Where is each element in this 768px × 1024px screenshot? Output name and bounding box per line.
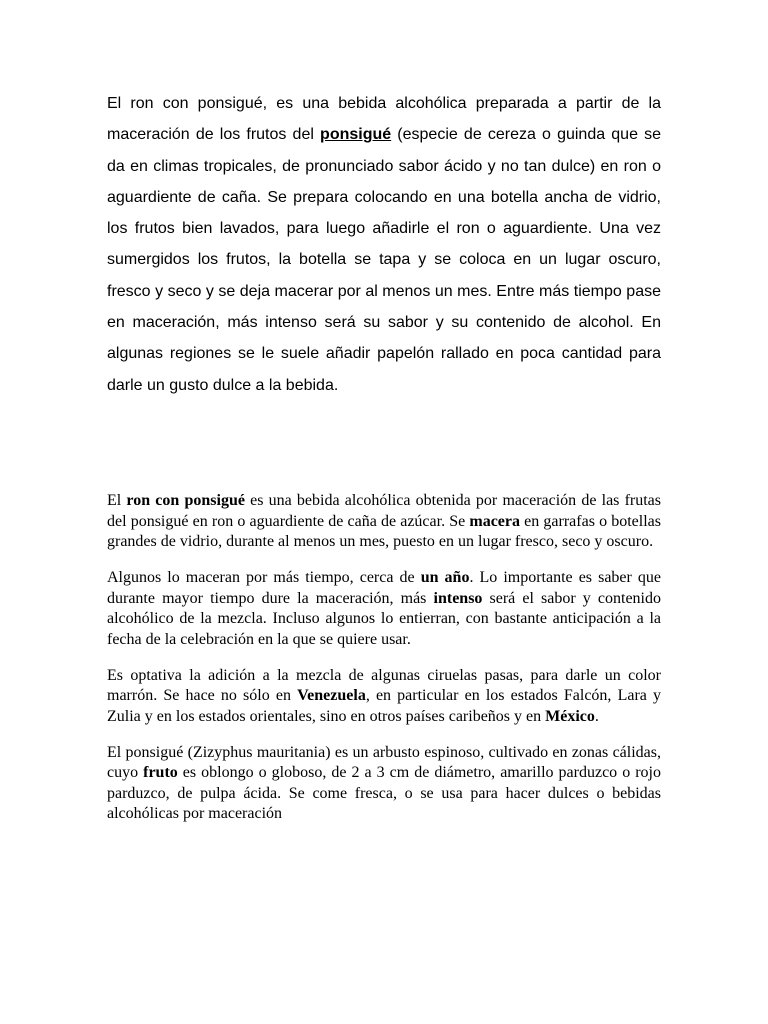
- bold-term: Venezuela: [297, 687, 366, 704]
- serif-paragraph-1: [107, 491, 661, 553]
- serif-text: es oblongo o globoso, de 2 a 3 cm de diámetro, amarillo parduzco o rojo parduzco, de pulpa ácida. Se come fresca, o se usa para hacer dulces o bebidas alcohólicas por maceración: [107, 764, 661, 822]
- serif-text: en garrafas o botellas grandes de vidrio, durante al menos un mes, puesto en un lugar fresco, seco y oscuro.: [107, 512, 661, 550]
- serif-paragraph-2: [107, 568, 661, 650]
- serif-text: El: [107, 492, 127, 509]
- serif-text: . Lo importante es saber que durante mayor tiempo dure la maceración, más: [107, 569, 662, 607]
- sans-text-section: [107, 88, 661, 401]
- bold-term: México: [545, 707, 595, 725]
- serif-text: El ponsigué (Zizyphus mauritania) es un arbusto espinoso, cultivado en zonas cálidas, cuyo: [107, 743, 661, 781]
- serif-text: es una bebida alcohólica obtenida por maceración de las frutas del ponsigué en ron o aguardiente de caña de azúcar. Se: [107, 492, 662, 530]
- bold-term: macera: [469, 512, 521, 530]
- serif-text: Es optativa la adición a la mezcla de algunas ciruelas pasas, para darle un color marrón. Se hace no sólo en: [107, 666, 661, 704]
- bold-term: intenso: [433, 589, 483, 607]
- bold-term: un año: [420, 569, 470, 586]
- serif-text: será el sabor y contenido alcohólico de la mezcla. Incluso algunos lo entierran, con bastante anticipación a la fecha de la celebración en la que se quiere usar.: [107, 589, 662, 648]
- serif-paragraph-3: [107, 666, 661, 728]
- ponsigue-link[interactable]: ponsigué: [320, 126, 392, 144]
- bold-term: ron con ponsigué: [126, 492, 245, 509]
- serif-text: Algunos lo maceran por más tiempo, cerca de: [107, 569, 421, 586]
- sans-text: (especie de cereza o guinda que se da en climas tropicales, de pronunciado sabor ácido y no tan dulce) en ron o aguardiente de caña. Se prepara colocando en una botella ancha de vidrio, los frutos bien lavados, para luego añadirle el ron o aguardiente. Una vez sumergidos los frutos, la botella se tapa y se coloca en un lugar oscuro, fresco y seco y se deja macerar por al menos un mes. Entre más tiempo pase en maceración, más intenso será su sabor y su contenido de alcohol. En algunas regiones se le suele añadir papelón rallado en poca cantidad para darle un gusto dulce a la bebida.: [107, 126, 662, 394]
- serif-text: , en particular en los estados Falcón, Lara y Zulia y en los estados orientales, sino en otros países caribeños y en: [107, 687, 661, 725]
- sans-paragraph: [107, 88, 661, 401]
- serif-paragraph-4: [107, 743, 661, 825]
- serif-text-section: [107, 491, 661, 840]
- sans-text: El ron con ponsigué, es una bebida alcohólica preparada a partir de la maceración de los frutos del: [107, 95, 661, 144]
- bold-term: fruto: [143, 764, 178, 781]
- serif-text: .: [594, 707, 599, 725]
